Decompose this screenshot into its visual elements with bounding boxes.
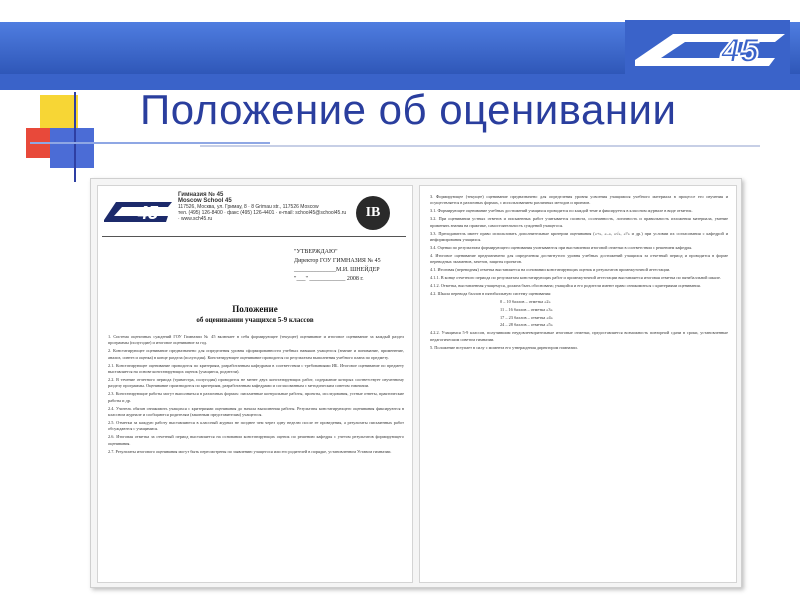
approval-line-3: ______________М.И. ШНЕЙДЕР: [294, 267, 380, 273]
document-title: Положение: [232, 304, 278, 314]
approval-line-2: Директор ГОУ ГИМНАЗИЯ № 45: [294, 258, 381, 264]
document-subtitle: об оценивании учащихся 5-9 классов: [196, 316, 314, 324]
document-contacts: тел. (495) 126-8400 · факс (495) 126-4401 · e-mail: school45@school45.ru · www.sch45.ru: [178, 210, 347, 222]
decor-blue-square: [50, 128, 94, 168]
paragraph: 4.2.2. Учащимся 5-9 классов, получившим неудовлетворительные итоговые отметки, предоставляется возможность повторной сдачи в сроки, установленные педагогическим советом гимназии.: [430, 330, 728, 342]
paragraph: 2.3. Констатирующие работы могут выполняться в различных формах: письменные контрольные работы, проекты, исследования, устные ответы, практические работы и др.: [108, 391, 404, 403]
score-row: 11 – 16 баллов – отметка «3»: [500, 306, 553, 312]
slide-title: Положение об оценивании: [140, 86, 677, 133]
approval-line-4: "___" ____________ 2008 г.: [294, 276, 364, 282]
document-page-1: [97, 185, 413, 583]
document-body-right: [430, 194, 728, 580]
score-row: 17 – 23 баллов – отметка «4»: [500, 314, 553, 320]
paragraph: 2.7. Результаты итогового оценивания могут быть пересмотрены по заявлению учащегося или его родителей в порядке, установленном Уставом гимназии.: [108, 448, 392, 454]
document-page-2: [419, 185, 737, 583]
paragraph: 2.2. В течение отчетного периода (триместра, полугодия) проводится не менее двух констатирующих работ, содержание которых соответствует изученному разделу программы. Оценивание производится по критериям, разработанным кафедрами и согласованным с методическим советом гимназии.: [108, 376, 404, 389]
document-letterhead: [178, 192, 348, 222]
paragraph: 3. Формирующее (текущее) оценивание предназначено для определения уровня усвоения учащимися учебного материала в процессе его изучения и осуществляется в различных формах, с использованием различных методов и приемов.: [430, 194, 728, 206]
document-body-left: [108, 334, 404, 578]
paragraph: 4.1.2. Отметка, выставленная учащемуся, должна быть обоснована; учащийся и его родители имеют право ознакомиться с критериями оценивания.: [430, 282, 701, 288]
document-school-name: Гимназия № 45: [178, 192, 224, 198]
score-row: 24 – 28 баллов – отметка «5»: [500, 322, 553, 328]
paragraph: 1. Система оценочных суждений ГОУ Гимназии № 45 включает в себя формирующее (текущее) оценивание и итоговое оценивание за каждый раздел программы (полугодие) и итоговое оценивание за год.: [108, 334, 404, 346]
paragraph: 2. Констатирующее оценивание предназначено для определения уровня сформированности учебных навыков учащегося (знание и понимание, применение, анализ, синтез и оценка) в конце раздела (полугодия). Констатирующее оценивание проводится по результатам выполнения учебного плана по предмету.: [108, 348, 404, 360]
title-underline: [200, 145, 760, 147]
score-row: 0 – 10 баллов – отметка «2»: [500, 298, 551, 304]
paragraph: 3.3. Преподаватель имеет право использовать дополнительные критерии оценивания («+», «–», «√», «?» и др.) при условии их согласования с кафедрой и информирования учащихся.: [430, 230, 728, 242]
paragraph: 4.2. Шкала перевода баллов в пятибалльную систему оценивания:: [430, 290, 552, 296]
paragraph: 2.6. Итоговая отметка за отчетный период выставляется на основании констатирующих оценок по решению кафедры с учетом результатов формирующего оценивания.: [108, 434, 404, 446]
document-image: [90, 178, 742, 588]
document-school-logo: [102, 192, 174, 228]
paragraph: 4.1. Итоговая (переводная) отметка выставляется на основании констатирующих оценок и результатов промежуточной аттестации.: [430, 267, 671, 273]
logo-number: 45: [721, 32, 759, 70]
paragraph: 2.5. Отметки за каждую работу выставляются в классный журнал не позднее чем через одну неделю после ее проведения, а результаты письменных работ обсуждаются с учащимися.: [108, 419, 404, 432]
paragraph: 2.4. Учитель обязан ознакомить учащихся с критериями оценивания до начала выполнения работы. Результаты констатирующего оценивания фиксируются в классном журнале и сообщаются родителям (законным представителям) учащегося.: [108, 405, 404, 417]
paragraph: 3.2. При оценивании устных ответов и письменных работ учитывается полнота, осознанность, логичность и правильность изложения материала, умение применять знания на практике, самостоятельность суждений учащегося.: [430, 216, 728, 228]
approval-block: [294, 248, 404, 284]
document-school-name-en: Moscow School 45: [178, 198, 232, 204]
header-top-strip: [0, 0, 800, 22]
paragraph: 3.1. Формирующее оценивание учебных достижений учащихся проводится по каждой теме и фиксируется в классном журнале в виде отметок.: [430, 208, 693, 214]
approval-line-1: "УТВЕРЖДАЮ": [294, 249, 338, 255]
decor-vertical-line: [74, 92, 76, 182]
ib-seal: IB: [356, 196, 390, 230]
paragraph: 4.1.1. В конце отчетного периода по результатам констатирующих работ и промежуточной аттестации выставляется итоговая отметка по пятибалльной шкале.: [430, 274, 721, 280]
paragraph: 3.4. Оценки по результатам формирующего оценивания учитываются при выставлении итоговой отметки в соответствии с решением кафедры.: [430, 244, 693, 250]
letterhead-rule: [102, 236, 406, 237]
score-scale: [430, 299, 728, 329]
paragraph: 2.1. Констатирующее оценивание проводится по критериям, разработанным кафедрами в соответствии с требованиями ИБ. Итоговое оценивание по предмету выставляется на основе констатирующих оценок (учащиеся, родители).: [108, 362, 404, 375]
school-45-logo: [625, 20, 790, 76]
paragraph: 5. Положение вступает в силу с момента его утверждения директором гимназии.: [430, 344, 578, 350]
document-address: 117526, Москва, ул. Гримау, 8 · 8 Grimau str., 117526 Moscow: [178, 204, 319, 210]
document-logo-number: 45: [138, 203, 159, 223]
decor-horizontal-line: [30, 142, 270, 144]
paragraph: 4. Итоговое оценивание предназначено для определения достигнутого уровня учебных достижений учащихся за отчетный период и проводится в форме переводных экзаменов, зачетов, защиты проектов.: [430, 252, 728, 265]
